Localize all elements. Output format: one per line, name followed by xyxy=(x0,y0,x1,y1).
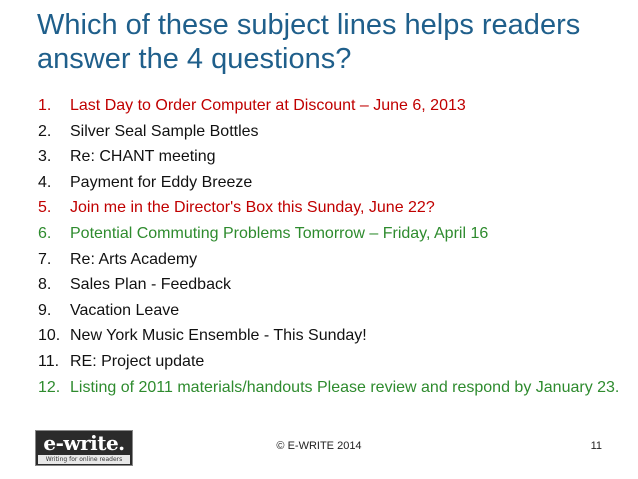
logo-wordmark: e-write. xyxy=(43,431,125,455)
item-text: New York Music Ensemble - This Sunday! xyxy=(70,327,367,345)
item-number: 2. xyxy=(38,122,52,140)
item-text: Sales Plan - Feedback xyxy=(70,276,231,294)
item-number: 3. xyxy=(38,148,52,166)
list-item xyxy=(38,349,628,375)
logo-tagline: Writing for online readers xyxy=(38,455,130,464)
list-item xyxy=(38,247,628,273)
item-number: 12. xyxy=(38,378,61,396)
list-item xyxy=(38,375,628,401)
item-number: 9. xyxy=(38,301,52,319)
item-text: Re: CHANT meeting xyxy=(70,148,216,166)
item-text: Payment for Eddy Breeze xyxy=(70,173,253,191)
list-item xyxy=(38,298,628,324)
item-text: Listing of 2011 materials/handouts Please review and respond by January 23. xyxy=(70,378,620,396)
item-text: Vacation Leave xyxy=(70,301,180,319)
item-text: Potential Commuting Problems Tomorrow – Friday, April 16 xyxy=(70,224,489,242)
item-text: Silver Seal Sample Bottles xyxy=(70,122,259,140)
list-item xyxy=(38,93,628,119)
item-text: Re: Arts Academy xyxy=(70,250,198,268)
list-item xyxy=(38,195,628,221)
item-text: Join me in the Director's Box this Sunday, June 22? xyxy=(70,199,435,217)
item-number: 10. xyxy=(38,327,61,345)
item-number: 8. xyxy=(38,276,52,294)
item-text: Last Day to Order Computer at Discount – June 6, 2013 xyxy=(70,97,466,114)
item-number: 11. xyxy=(38,352,60,370)
page-number: 11 xyxy=(590,440,602,452)
item-text: RE: Project update xyxy=(70,352,205,370)
slide-title: Which of these subject lines helps readers answer the 4 questions? xyxy=(37,9,581,75)
list-item xyxy=(38,221,628,247)
item-number: 7. xyxy=(38,250,52,268)
item-number: 1. xyxy=(38,97,52,114)
list-item xyxy=(38,272,628,298)
list-item xyxy=(38,144,628,170)
item-number: 5. xyxy=(38,199,52,217)
list-item xyxy=(38,323,628,349)
list-item xyxy=(38,170,628,196)
list-item xyxy=(38,119,628,145)
subject-line-list xyxy=(38,93,628,400)
item-number: 4. xyxy=(38,173,52,191)
item-number: 6. xyxy=(38,224,52,242)
copyright-notice: © E-WRITE 2014 xyxy=(276,440,362,452)
